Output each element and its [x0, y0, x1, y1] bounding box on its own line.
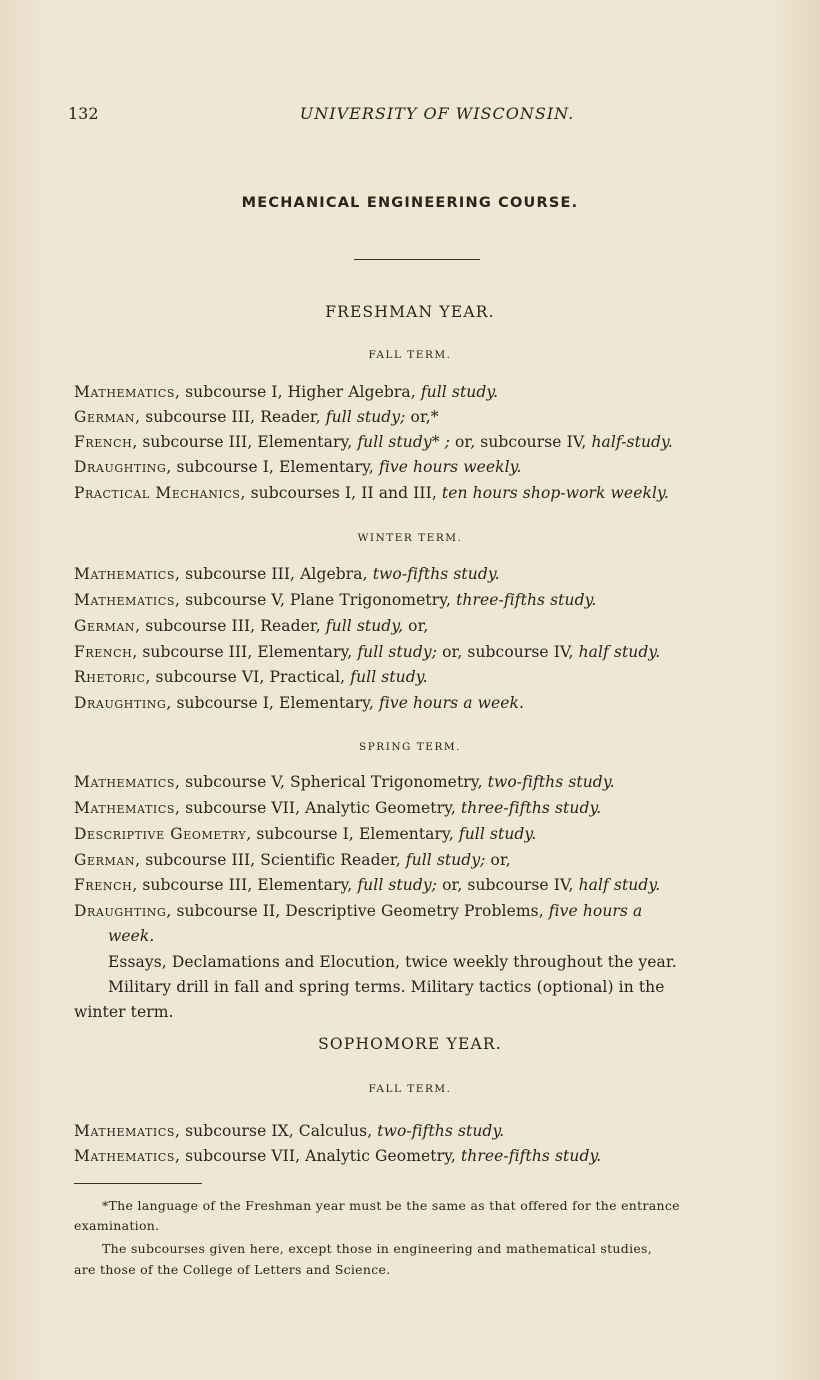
study-load: full study; — [325, 408, 406, 426]
course-alternative: or, subcourse IV, — [437, 876, 579, 894]
course-line — [74, 643, 780, 661]
subject: Mathematics — [74, 799, 176, 817]
title-rule — [354, 259, 480, 260]
subject: German — [74, 408, 136, 426]
course-alternative: or, — [403, 617, 429, 635]
study-load: three-fifths study. — [460, 799, 602, 817]
course-line — [74, 1147, 780, 1165]
course-detail: , subcourse IX, Calculus, — [175, 1122, 378, 1140]
course-detail: , subcourse VI, Practical, — [145, 668, 351, 686]
page-header — [68, 104, 776, 130]
course-line — [74, 484, 780, 502]
footnote-language: *The language of the Freshman year must be the same as that offered for the entrance — [102, 1198, 680, 1213]
subject: Mathematics — [74, 591, 176, 609]
course-detail: , subcourse III, Elementary, — [132, 643, 358, 661]
study-load: full study* ; — [357, 433, 450, 451]
study-load: five hours weekly. — [378, 458, 522, 476]
course-detail: , subcourse III, Algebra, — [175, 565, 373, 583]
subject: German — [74, 617, 136, 635]
freshman-year-heading: FRESHMAN YEAR. — [325, 303, 495, 321]
subject: Draughting — [74, 902, 167, 920]
study-load: two-fifths study. — [487, 773, 615, 791]
course-detail: , subcourse V, Plane Trigonometry, — [175, 591, 457, 609]
study-load: two-fifths study. — [377, 1122, 505, 1140]
footnote-subcourses-continuation: are those of the College of Letters and Science. — [74, 1262, 391, 1277]
page-number: 132 — [68, 104, 99, 123]
sophomore-fall-term-heading: FALL TERM. — [368, 1083, 452, 1095]
study-load: full study; — [357, 876, 438, 894]
course-line — [74, 433, 780, 451]
course-detail: , subcourse VII, Analytic Geometry, — [175, 1147, 461, 1165]
course-line — [74, 591, 780, 609]
course-line — [74, 773, 780, 791]
subject: Mathematics — [74, 383, 176, 401]
course-line — [74, 565, 780, 583]
footnote-subcourses: The subcourses given here, except those in engineering and mathematical studies, — [102, 1241, 653, 1256]
subject: Draughting — [74, 458, 167, 476]
subject: Draughting — [74, 694, 167, 712]
subject: Mathematics — [74, 1147, 176, 1165]
course-detail: , subcourse I, Elementary, — [166, 694, 379, 712]
subject: Descriptive Geometry — [74, 825, 247, 843]
course-line — [74, 799, 780, 817]
course-alternative: or, subcourse IV, — [437, 643, 579, 661]
study-load-alt: half study. — [578, 876, 661, 894]
military-note: Military drill in fall and spring terms. Military tactics (optional) in the — [108, 978, 665, 996]
course-alternative: or, subcourse IV, — [449, 433, 592, 451]
course-detail: , subcourse VII, Analytic Geometry, — [175, 799, 461, 817]
course-detail: , subcourse III, Scientific Reader, — [135, 851, 406, 869]
footnote-rule — [74, 1183, 202, 1184]
study-load: full study. — [458, 825, 537, 843]
course-line — [74, 383, 780, 401]
running-head: UNIVERSITY OF WISCONSIN. — [299, 104, 575, 123]
study-load: full study, — [325, 617, 404, 635]
freshman-spring-term-heading: SPRING TERM. — [359, 741, 461, 753]
study-load: three-fifths study. — [460, 1147, 602, 1165]
subject: Rhetoric — [74, 668, 146, 686]
sophomore-year-heading: SOPHOMORE YEAR. — [318, 1035, 502, 1053]
course-detail: , subcourse III, Reader, — [135, 408, 326, 426]
course-line — [74, 851, 780, 869]
course-alternative: or,* — [405, 408, 439, 426]
subject: Practical Mechanics — [74, 484, 241, 502]
course-line-continuation — [108, 927, 778, 945]
subject: French — [74, 876, 133, 894]
course-detail: , subcourse I, Elementary, — [166, 458, 379, 476]
course-detail: , subcourse III, Reader, — [135, 617, 326, 635]
study-load-alt: half study. — [578, 643, 661, 661]
course-line — [74, 668, 780, 686]
study-load: full study; — [405, 851, 486, 869]
course-line — [74, 458, 780, 476]
study-load: three-fifths study. — [456, 591, 597, 609]
study-load: two-fifths study. — [372, 565, 500, 583]
course-line — [74, 694, 780, 712]
course-title: MECHANICAL ENGINEERING COURSE. — [241, 195, 579, 211]
freshman-fall-term-heading: FALL TERM. — [368, 349, 452, 361]
course-line — [74, 902, 780, 920]
course-line — [74, 1122, 780, 1140]
study-load: ten hours shop-work weekly. — [441, 484, 669, 502]
course-detail: , subcourse III, Elementary, — [132, 876, 358, 894]
study-load-alt: half-study. — [591, 433, 673, 451]
study-load: full study. — [350, 668, 428, 686]
subject: French — [74, 433, 133, 451]
course-line — [74, 876, 780, 894]
course-detail: , subcourse II, Descriptive Geometry Problems, — [166, 902, 549, 920]
study-load: five hours a — [548, 902, 643, 920]
course-line — [74, 617, 780, 635]
course-detail: , subcourse I, Elementary, — [246, 825, 459, 843]
study-load: full study; — [357, 643, 438, 661]
footnote-language-continuation: examination. — [74, 1218, 160, 1233]
subject: Mathematics — [74, 565, 176, 583]
subject: Mathematics — [74, 1122, 176, 1140]
military-note-continuation: winter term. — [74, 1003, 174, 1021]
subject: German — [74, 851, 136, 869]
study-load: five hours a week. — [378, 694, 525, 712]
course-detail: , subcourse V, Spherical Trigonometry, — [175, 773, 488, 791]
study-load: week. — [108, 927, 155, 945]
course-line — [74, 825, 780, 843]
subject: French — [74, 643, 133, 661]
course-alternative: or, — [485, 851, 511, 869]
course-detail: , subcourses I, II and III, — [240, 484, 442, 502]
course-detail: , subcourse III, Elementary, — [132, 433, 358, 451]
essays-note: Essays, Declamations and Elocution, twice weekly throughout the year. — [108, 953, 677, 971]
subject: Mathematics — [74, 773, 176, 791]
study-load: full study. — [420, 383, 499, 401]
course-detail: , subcourse I, Higher Algebra, — [175, 383, 421, 401]
course-line — [74, 408, 780, 426]
freshman-winter-term-heading: WINTER TERM. — [357, 532, 463, 544]
